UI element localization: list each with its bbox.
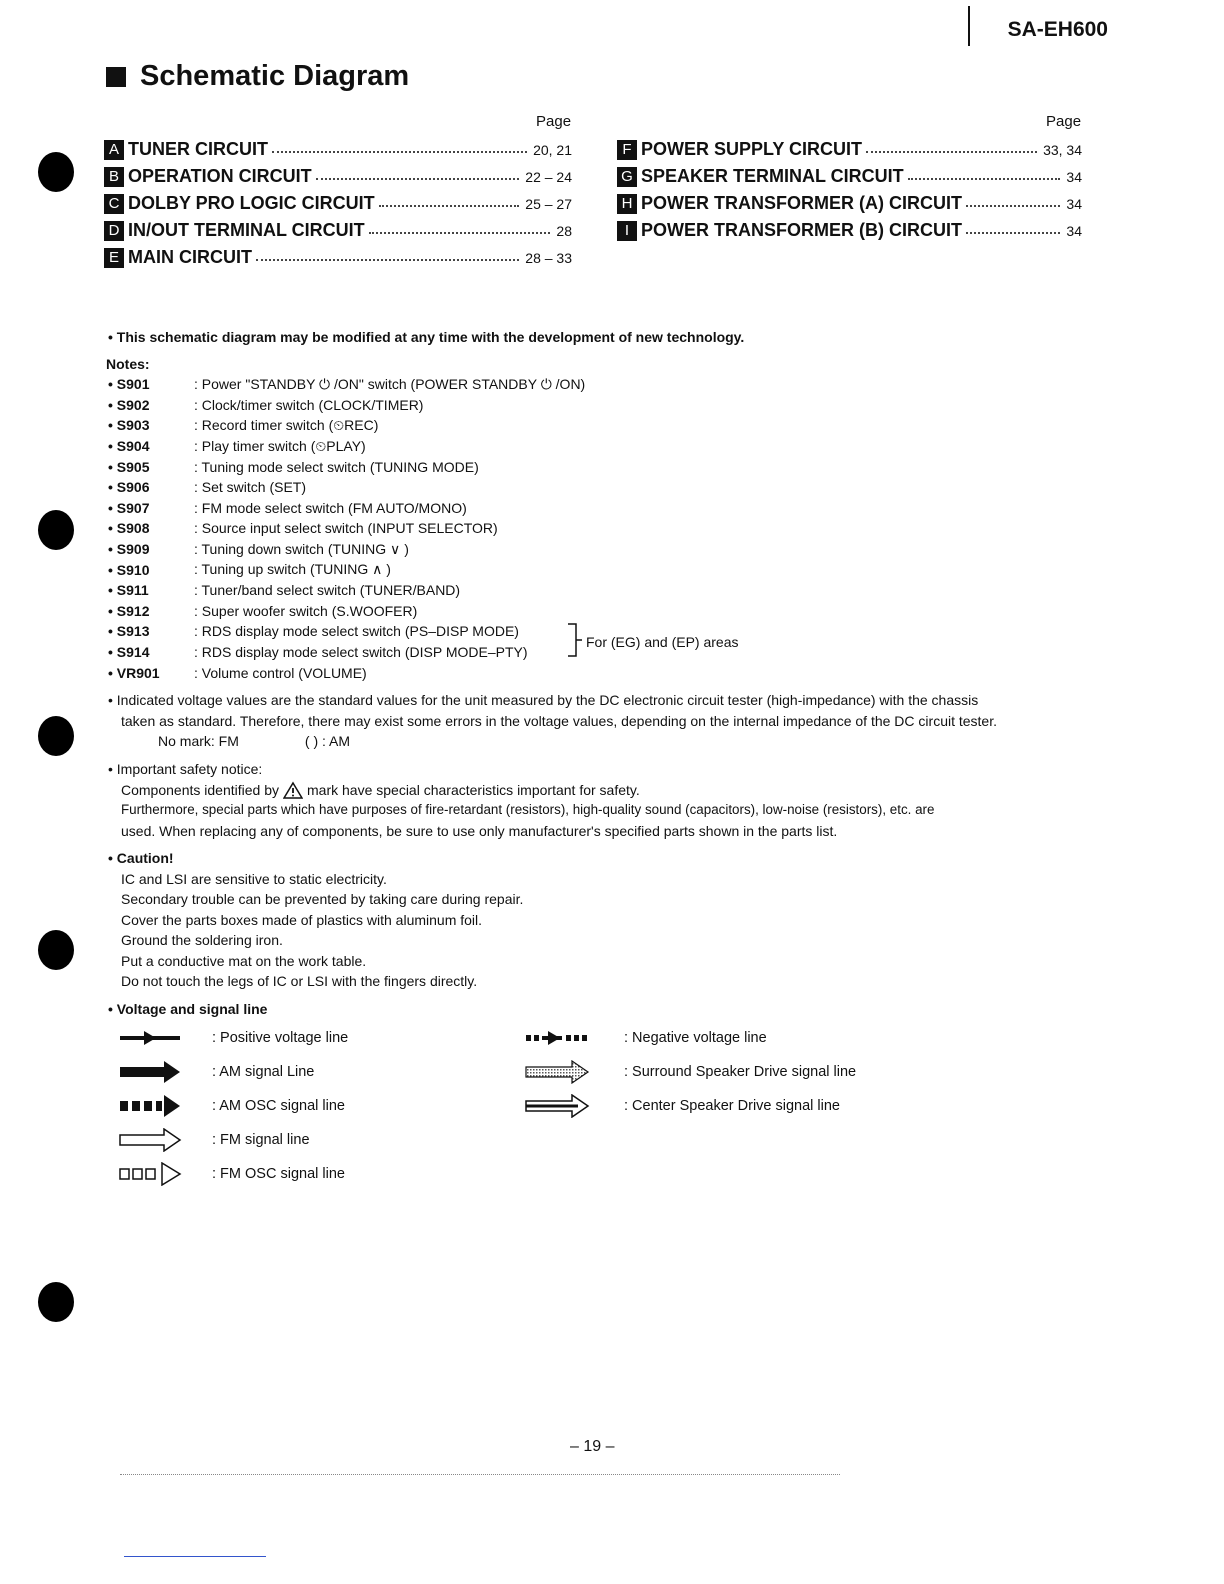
legend-label: : Surround Speaker Drive signal line (624, 1064, 857, 1080)
switch-id: • S905 (108, 458, 150, 475)
binder-hole-icon (38, 930, 74, 970)
legend-right (524, 1021, 924, 1123)
section-name: MAIN CIRCUIT (128, 247, 252, 267)
section-name: POWER SUPPLY CIRCUIT (641, 139, 863, 159)
list-item (108, 498, 668, 519)
safety-line-1 (108, 780, 1108, 801)
title-text: Schematic Diagram (140, 60, 410, 92)
safety-heading: • Important safety notice: (108, 761, 263, 777)
section-name: TUNER CIRCUIT (128, 139, 268, 159)
page-title (106, 60, 409, 93)
legend-label: : Positive voltage line (212, 1030, 349, 1046)
caution-line: Ground the soldering iron. (121, 932, 283, 948)
list-item (108, 518, 668, 539)
caution-notice (108, 848, 808, 992)
switch-id: • S902 (108, 396, 150, 413)
binder-hole-icon (38, 510, 74, 550)
switch-id: • S910 (108, 561, 150, 578)
section-pages: 28 (556, 222, 572, 239)
section-letter: B (104, 167, 124, 187)
legend-heading: • Voltage and signal line (108, 1001, 268, 1017)
legend-item (524, 1021, 924, 1055)
model-number: SA-EH600 (1007, 18, 1108, 41)
toc-item[interactable] (617, 163, 1082, 190)
fm-osc-arrow-icon (118, 1162, 182, 1186)
voltage-legend (108, 731, 1108, 752)
legend-item (118, 1021, 478, 1055)
surround-arrow-icon (524, 1060, 590, 1084)
section-letter: I (617, 221, 637, 241)
switch-id: • S908 (108, 520, 150, 537)
switch-id: • S901 (108, 376, 150, 393)
leader-dots (256, 249, 519, 261)
leader-dots (379, 195, 520, 207)
leader-dots (966, 222, 1060, 234)
switch-id: • S913 (108, 623, 150, 640)
section-name: SPEAKER TERMINAL CIRCUIT (641, 166, 904, 186)
section-pages: 34 (1066, 222, 1082, 239)
switch-id: • VR901 (108, 664, 160, 681)
am-label: ( ) : AM (304, 733, 351, 749)
switch-id: • S907 (108, 499, 150, 516)
section-pages: 33, 34 (1043, 141, 1082, 158)
switch-desc: : Tuning mode select switch (TUNING MODE) (194, 458, 479, 475)
switch-id: • S914 (108, 644, 150, 661)
title-bullet-icon (106, 67, 126, 87)
toc-page-label-left: Page (536, 113, 572, 130)
legend-label: : FM OSC signal line (212, 1166, 345, 1182)
toc-item[interactable] (104, 217, 572, 244)
switch-list (108, 374, 668, 683)
safety-line-3: used. When replacing any of components, be sure to use only manufacturer's specified parts shown in the parts list. (121, 822, 838, 839)
list-item (108, 559, 668, 580)
caution-line: IC and LSI are sensitive to static electricity. (121, 870, 387, 887)
safety-text-b: mark have special characteristics important for safety. (307, 781, 640, 798)
voltage-line-1: • Indicated voltage values are the standard values for the unit measured by the DC electronic circuit tester (high-impedance) with the chassis (108, 692, 979, 708)
section-name: POWER TRANSFORMER (B) CIRCUIT (641, 220, 962, 240)
switch-desc: : Source input select switch (INPUT SELECTOR) (194, 520, 498, 537)
warning-triangle-icon (283, 781, 303, 799)
safety-line-2: Furthermore, special parts which have purposes of fire-retardant (resistors), high-quality sound (capacitors), low-noise (resistors), etc. are (121, 802, 935, 817)
caution-line: Put a conductive mat on the work table. (121, 952, 367, 969)
toc-item[interactable] (617, 136, 1082, 163)
switch-id: • S912 (108, 602, 150, 619)
footer-divider (120, 1474, 840, 1475)
list-item (108, 374, 668, 395)
section-pages: 28 – 33 (525, 249, 572, 266)
section-letter: H (617, 194, 637, 214)
caution-line: Cover the parts boxes made of plastics with aluminum foil. (121, 911, 483, 928)
legend-label: : FM signal line (212, 1132, 310, 1148)
legend-item (118, 1055, 478, 1089)
footer-link-line (124, 1556, 266, 1557)
toc-item[interactable] (104, 244, 572, 271)
switch-desc: : Play timer switch (⏲PLAY) (194, 437, 366, 454)
toc-item[interactable] (104, 190, 572, 217)
list-item (108, 436, 668, 457)
center-arrow-icon (524, 1094, 590, 1118)
section-pages: 22 – 24 (525, 168, 572, 185)
fm-signal-arrow-icon (118, 1128, 182, 1152)
section-letter: G (617, 167, 637, 187)
page-number: – 19 – (570, 1438, 615, 1455)
am-signal-arrow-icon (118, 1060, 182, 1084)
leader-dots (866, 141, 1037, 153)
switch-desc: : Set switch (SET) (194, 479, 307, 496)
section-name: OPERATION CIRCUIT (128, 166, 312, 186)
caution-line: Do not touch the legs of IC or LSI with the fingers directly. (121, 973, 478, 989)
switch-desc: : RDS display mode select switch (PS–DISP MODE) (194, 623, 519, 640)
toc-item[interactable] (617, 217, 1082, 244)
switch-desc: : Tuner/band select switch (TUNER/BAND) (194, 582, 461, 599)
voltage-note (108, 690, 1108, 752)
caution-heading: • Caution! (108, 850, 174, 866)
list-item (108, 415, 668, 436)
switch-desc: : Tuning up switch (TUNING ∧ ) (194, 561, 391, 578)
leader-dots (316, 168, 520, 180)
safety-text-a: Components identified by (121, 781, 279, 798)
section-letter: D (104, 221, 124, 241)
legend-item (118, 1157, 478, 1191)
switch-desc: : Volume control (VOLUME) (194, 664, 367, 681)
list-item (108, 395, 668, 416)
caution-line: Secondary trouble can be prevented by taking care during repair. (121, 891, 524, 907)
legend-label: : AM signal Line (212, 1064, 315, 1080)
binder-hole-icon (38, 152, 74, 192)
modify-notice: • This schematic diagram may be modified at any time with the development of new technology. (108, 329, 745, 345)
leader-dots (908, 168, 1061, 180)
section-name: DOLBY PRO LOGIC CIRCUIT (128, 193, 375, 213)
negative-voltage-arrow-icon (524, 1028, 590, 1048)
legend-item (118, 1123, 478, 1157)
leader-dots (272, 141, 527, 153)
binder-hole-icon (38, 716, 74, 756)
am-osc-arrow-icon (118, 1094, 182, 1118)
no-mark-label: No mark: FM (158, 733, 239, 749)
section-pages: 25 – 27 (525, 195, 572, 212)
leader-dots (966, 195, 1060, 207)
switch-id: • S903 (108, 417, 150, 434)
toc-item[interactable] (617, 190, 1082, 217)
switch-desc: : FM mode select switch (FM AUTO/MONO) (194, 499, 467, 516)
safety-notice (108, 759, 1108, 841)
list-item (108, 601, 668, 622)
legend-item (524, 1055, 924, 1089)
legend-label: : Negative voltage line (624, 1030, 767, 1046)
list-item (108, 539, 668, 560)
switch-desc: : Clock/timer switch (CLOCK/TIMER) (194, 396, 424, 413)
list-item (108, 456, 668, 477)
toc-left (104, 136, 572, 271)
toc-item[interactable] (104, 163, 572, 190)
header-divider (968, 6, 970, 46)
switch-id: • S906 (108, 479, 150, 496)
brace-icon (564, 622, 584, 660)
list-item (108, 662, 668, 683)
section-letter: A (104, 140, 124, 160)
legend-label: : AM OSC signal line (212, 1098, 345, 1114)
section-name: IN/OUT TERMINAL CIRCUIT (128, 220, 365, 240)
section-pages: 34 (1066, 168, 1082, 185)
switch-desc: : Tuning down switch (TUNING ∨ ) (194, 540, 409, 557)
legend-item (118, 1089, 478, 1123)
switch-id: • S909 (108, 541, 150, 558)
legend-item (524, 1089, 924, 1123)
leader-dots (369, 222, 551, 234)
list-item (108, 621, 668, 642)
positive-voltage-arrow-icon (118, 1028, 182, 1048)
switch-desc: : Super woofer switch (S.WOOFER) (194, 602, 418, 619)
list-item (108, 477, 668, 498)
section-pages: 34 (1066, 195, 1082, 212)
switch-desc: : Record timer switch (⏲REC) (194, 416, 379, 433)
section-letter: E (104, 248, 124, 268)
toc-page-label-right: Page (1046, 113, 1082, 130)
section-letter: C (104, 194, 124, 214)
section-name: POWER TRANSFORMER (A) CIRCUIT (641, 193, 962, 213)
toc-right (617, 136, 1082, 244)
legend-left (118, 1021, 478, 1191)
switch-id: • S904 (108, 438, 150, 455)
switch-desc: : RDS display mode select switch (DISP MODE–PTY) (194, 644, 528, 661)
switch-id: • S911 (108, 582, 149, 599)
toc-item[interactable] (104, 136, 572, 163)
section-pages: 20, 21 (533, 141, 572, 158)
switch-desc: : Power "STANDBY ⏻ /ON" switch (POWER STANDBY ⏻ /ON) (194, 375, 586, 392)
notes-heading: Notes: (106, 356, 150, 372)
list-item (108, 580, 668, 601)
voltage-line-2: taken as standard. Therefore, there may exist some errors in the voltage values, depending on the internal impedance of the DC circuit tester. (121, 712, 997, 729)
section-letter: F (617, 140, 637, 160)
legend-label: : Center Speaker Drive signal line (624, 1098, 840, 1114)
binder-hole-icon (38, 1282, 74, 1322)
areas-note: For (EG) and (EP) areas (586, 634, 739, 650)
list-item (108, 642, 668, 663)
